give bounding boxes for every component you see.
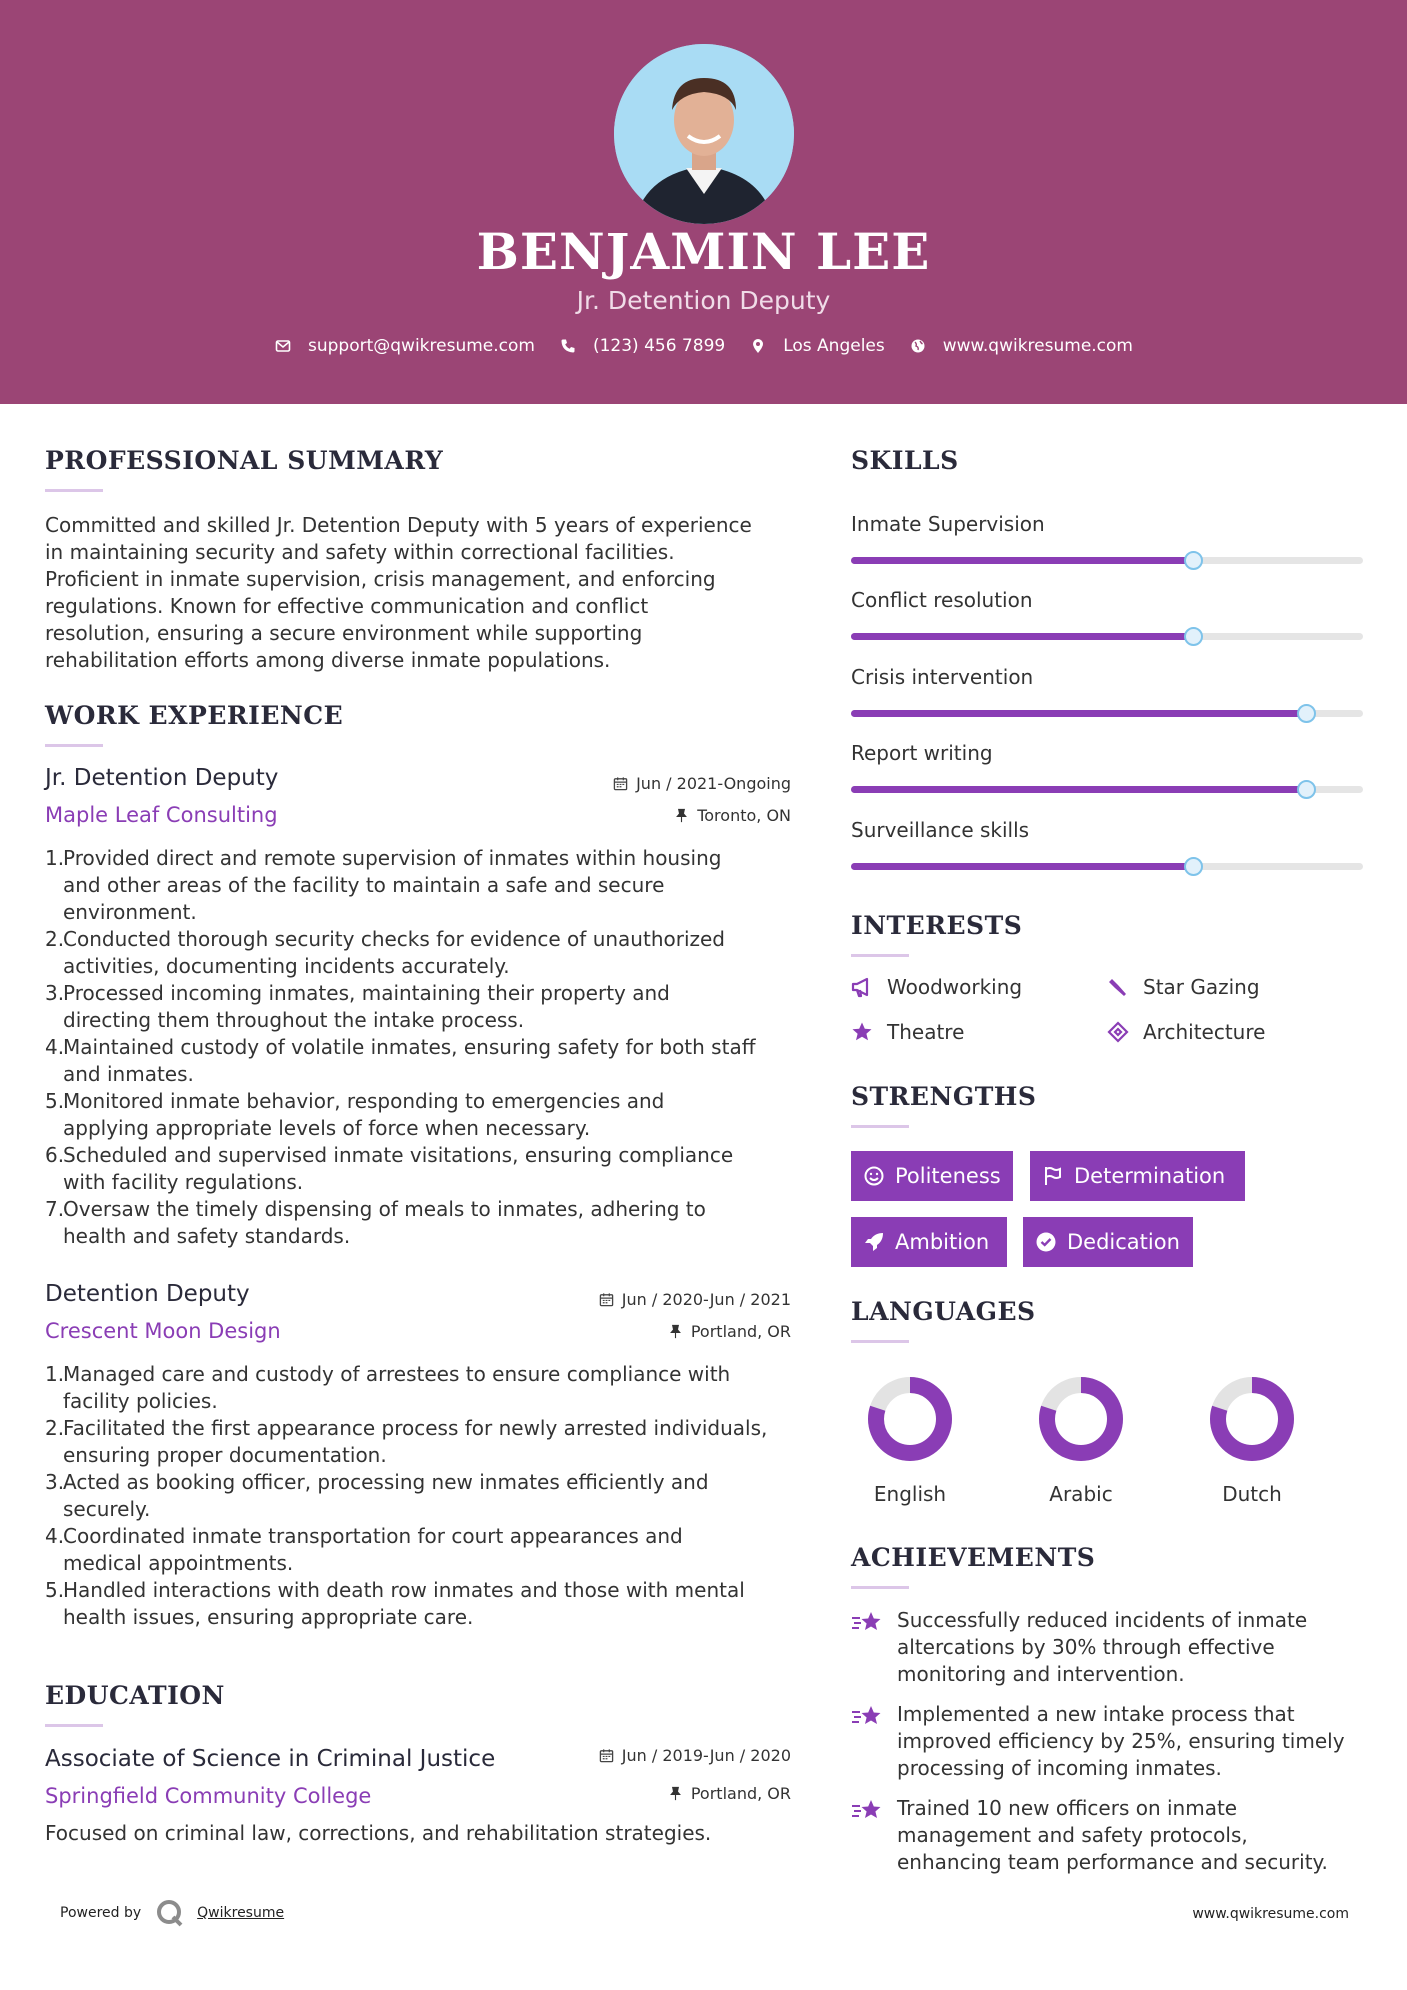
powered-by-text: Powered by — [60, 1905, 142, 1921]
shooting-star-icon — [851, 1797, 885, 1825]
list-item: 2. Facilitated the first appearance process for newly arrested individuals, — [45, 1416, 768, 1440]
skill-bar — [851, 710, 1363, 717]
job-title: Detention Deputy — [45, 1281, 250, 1307]
language-item — [1021, 1374, 1141, 1506]
skill-bar-fill — [851, 633, 1194, 640]
list-item: 2. Conducted thorough security checks for evidence of unauthorized — [45, 927, 726, 951]
profile-photo — [614, 44, 794, 224]
bullhorn-icon — [851, 976, 873, 998]
skill-bar-fill — [851, 863, 1194, 870]
list-item: and inmates. — [63, 1062, 194, 1086]
list-item: ensuring proper documentation. — [63, 1443, 387, 1467]
strengths-underline — [851, 1125, 909, 1128]
location-text: Los Angeles — [783, 336, 885, 356]
interest-item: Architecture — [1107, 1020, 1265, 1044]
education-date — [540, 1746, 791, 1765]
contact-location — [749, 336, 885, 356]
skill-bar — [851, 557, 1363, 564]
skill-label: Report writing — [851, 741, 993, 765]
ticket-icon — [1107, 1021, 1129, 1043]
achievement-item: Successfully reduced incidents of inmate altercations by 30% through effective monitoring and intervention. — [851, 1607, 1371, 1688]
interests-heading: INTERESTS — [851, 911, 1023, 940]
contact-phone[interactable] — [559, 336, 725, 356]
job-date — [540, 774, 791, 793]
list-item: health and safety standards. — [63, 1224, 351, 1248]
skill-bar-knob — [1184, 627, 1203, 646]
list-item: 1. Provided direct and remote supervision of inmates within housing — [45, 846, 722, 870]
gavel-icon — [1107, 976, 1129, 998]
email-text: support@qwikresume.com — [308, 336, 535, 356]
footer-powered-by — [60, 1898, 284, 1928]
calendar-icon — [599, 1292, 614, 1307]
skill-bar — [851, 633, 1363, 640]
summary-line: in maintaining security and safety within correctional facilities. — [45, 540, 675, 564]
interest-item: Star Gazing — [1107, 975, 1260, 999]
education-underline — [45, 1724, 103, 1727]
skill-bar-fill — [851, 710, 1307, 717]
summary-line: rehabilitation efforts among diverse inmate populations. — [45, 648, 611, 672]
job-title: Jr. Detention Deputy — [45, 765, 279, 791]
job-location — [540, 1322, 791, 1341]
qwikresume-link[interactable]: Qwikresume — [197, 1905, 285, 1921]
summary-line: resolution, ensuring a secure environment while supporting — [45, 621, 643, 645]
language-label: English — [873, 1482, 947, 1506]
languages-underline — [851, 1340, 909, 1343]
strength-badge: Determination — [1030, 1151, 1245, 1201]
summary-line: Proficient in inmate supervision, crisis management, and enforcing — [45, 567, 716, 591]
education-heading: EDUCATION — [45, 1681, 225, 1710]
list-item: 4. Coordinated inmate transportation for court appearances and — [45, 1524, 683, 1548]
rocket-icon — [863, 1231, 885, 1253]
skill-bar-fill — [851, 786, 1307, 793]
achievement-item: Implemented a new intake process that improved efficiency by 25%, ensuring timely processing of incoming inmates. — [851, 1701, 1371, 1782]
summary-underline — [45, 489, 103, 492]
envelope-icon — [274, 337, 292, 355]
list-item: health issues, ensuring appropriate care. — [63, 1605, 474, 1629]
list-item: with facility regulations. — [63, 1170, 304, 1194]
skill-label: Conflict resolution — [851, 588, 1033, 612]
job-location-text: Toronto, ON — [697, 806, 791, 825]
skills-heading: SKILLS — [851, 446, 959, 475]
interests-underline — [851, 954, 909, 957]
list-item: 3. Processed incoming inmates, maintaining their property and — [45, 981, 670, 1005]
education-location — [540, 1784, 791, 1803]
job-location — [540, 806, 791, 825]
skill-label: Crisis intervention — [851, 665, 1034, 689]
language-donut — [865, 1374, 955, 1464]
list-item: directing them throughout the intake process. — [63, 1008, 525, 1032]
list-item: 7. Oversaw the timely dispensing of meals to inmates, adhering to — [45, 1197, 706, 1221]
list-item: facility policies. — [63, 1389, 218, 1413]
website-text: www.qwikresume.com — [942, 336, 1133, 356]
achievements-heading: ACHIEVEMENTS — [851, 1543, 1096, 1572]
globe-icon — [909, 337, 927, 355]
list-item: 4. Maintained custody of volatile inmates, ensuring safety for both staff — [45, 1035, 756, 1059]
strength-badge: Politeness — [851, 1151, 1013, 1201]
job-company: Maple Leaf Consulting — [45, 803, 278, 827]
job-location-text: Portland, OR — [690, 1322, 791, 1341]
skill-bar-knob — [1297, 780, 1316, 799]
skill-bar — [851, 863, 1363, 870]
pushpin-icon — [674, 808, 689, 823]
job-date-text: Jun / 2021-Ongoing — [636, 774, 791, 793]
resume-header — [0, 0, 1407, 404]
strengths-heading: STRENGTHS — [851, 1082, 1037, 1111]
summary-line: Committed and skilled Jr. Detention Deputy with 5 years of experience — [45, 513, 752, 537]
language-donut — [1036, 1374, 1126, 1464]
language-donut — [1207, 1374, 1297, 1464]
interest-item: Woodworking — [851, 975, 1022, 999]
skill-bar-fill — [851, 557, 1194, 564]
language-label: Arabic — [1049, 1482, 1113, 1506]
skill-bar — [851, 786, 1363, 793]
candidate-name: BENJAMIN LEE — [476, 222, 931, 281]
education-location-text: Portland, OR — [690, 1784, 791, 1803]
education-description: Focused on criminal law, corrections, and rehabilitation strategies. — [45, 1821, 712, 1845]
achievements-underline — [851, 1586, 909, 1589]
shooting-star-icon — [851, 1703, 885, 1731]
pushpin-icon — [668, 1324, 683, 1339]
phone-text: (123) 456 7899 — [592, 336, 726, 356]
list-item: 1. Managed care and custody of arrestees to ensure compliance with — [45, 1362, 731, 1386]
job-company: Crescent Moon Design — [45, 1319, 281, 1343]
interest-item: Theatre — [851, 1020, 964, 1044]
check-circle-icon — [1035, 1231, 1057, 1253]
calendar-icon — [599, 1748, 614, 1763]
skill-label: Surveillance skills — [851, 818, 1030, 842]
contact-website[interactable] — [909, 336, 1133, 356]
job-date-text: Jun / 2020-Jun / 2021 — [621, 1290, 791, 1309]
achievement-item: Trained 10 new officers on inmate management and safety protocols, enhancing team performance and security. — [851, 1795, 1371, 1876]
education-school: Springfield Community College — [45, 1784, 372, 1808]
job-duties-list — [45, 845, 810, 1250]
skill-bar-knob — [1184, 857, 1203, 876]
skill-bar-knob — [1297, 704, 1316, 723]
footer-website[interactable]: www.qwikresume.com — [1192, 1906, 1349, 1922]
skill-bar-knob — [1184, 551, 1203, 570]
language-item — [850, 1374, 970, 1506]
list-item: 5. Handled interactions with death row inmates and those with mental — [45, 1578, 745, 1602]
contact-bar — [0, 336, 1407, 356]
experience-heading: WORK EXPERIENCE — [45, 701, 344, 730]
education-date-text: Jun / 2019-Jun / 2020 — [621, 1746, 791, 1765]
language-label: Dutch — [1222, 1482, 1282, 1506]
job-date — [540, 1290, 791, 1309]
calendar-icon — [613, 776, 628, 791]
contact-email[interactable] — [274, 336, 535, 356]
pushpin-icon — [668, 1786, 683, 1801]
list-item: environment. — [63, 900, 197, 924]
flag-icon — [1042, 1165, 1064, 1187]
list-item: 3. Acted as booking officer, processing new inmates efficiently and — [45, 1470, 709, 1494]
summary-text — [45, 512, 805, 674]
experience-underline — [45, 744, 103, 747]
list-item: applying appropriate levels of force when necessary. — [63, 1116, 591, 1140]
strength-badge: Dedication — [1023, 1217, 1193, 1267]
list-item: 5. Monitored inmate behavior, responding to emergencies and — [45, 1089, 665, 1113]
person-avatar-icon — [614, 44, 794, 224]
qwikresume-logo-icon — [155, 1898, 185, 1928]
list-item: securely. — [63, 1497, 151, 1521]
list-item: activities, documenting incidents accurately. — [63, 954, 510, 978]
list-item: and other areas of the facility to maintain a safe and secure — [63, 873, 665, 897]
phone-icon — [559, 337, 577, 355]
skill-label: Inmate Supervision — [851, 512, 1045, 536]
list-item: 6. Scheduled and supervised inmate visitations, ensuring compliance — [45, 1143, 734, 1167]
job-duties-list — [45, 1361, 810, 1631]
education-degree: Associate of Science in Criminal Justice — [45, 1746, 496, 1772]
map-pin-icon — [749, 337, 767, 355]
strength-badge: Ambition — [851, 1217, 1007, 1267]
summary-line: regulations. Known for effective communication and conflict — [45, 594, 649, 618]
star-icon — [851, 1021, 873, 1043]
list-item: medical appointments. — [63, 1551, 294, 1575]
smile-icon — [863, 1165, 885, 1187]
shooting-star-icon — [851, 1609, 885, 1637]
candidate-role: Jr. Detention Deputy — [576, 286, 831, 315]
summary-heading: PROFESSIONAL SUMMARY — [45, 446, 444, 475]
language-item — [1192, 1374, 1312, 1506]
languages-heading: LANGUAGES — [851, 1297, 1036, 1326]
